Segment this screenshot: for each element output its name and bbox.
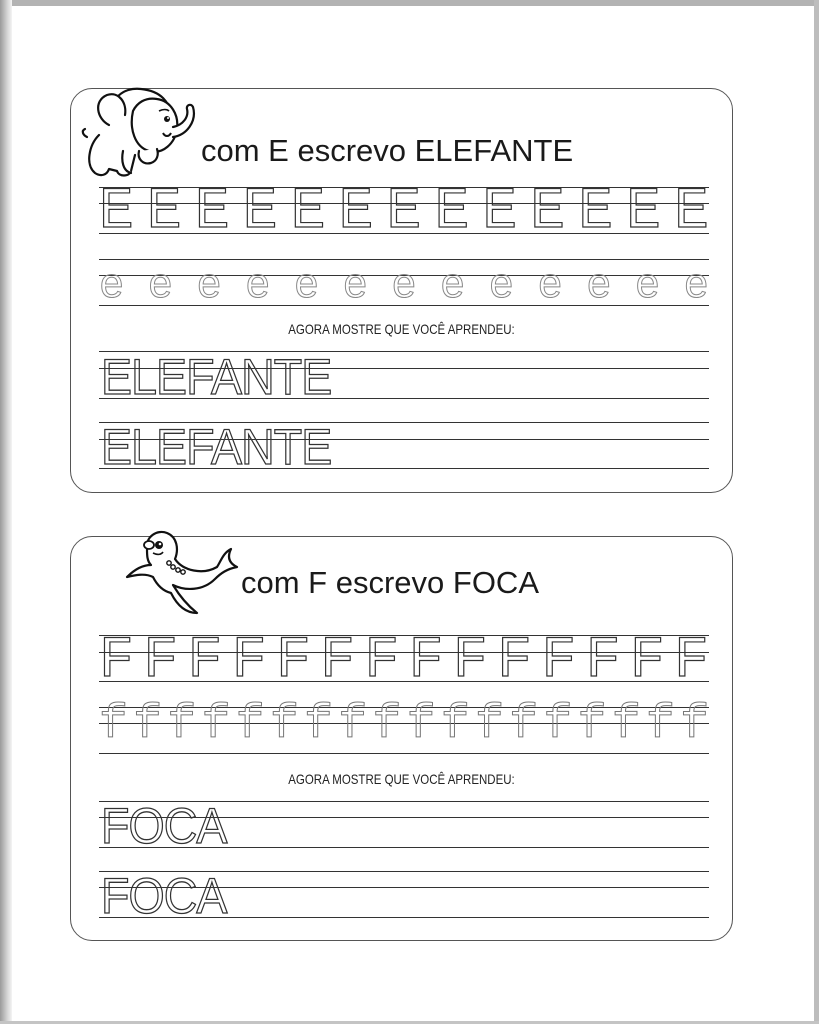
trace-letter[interactable]: f	[440, 698, 470, 752]
trace-letter[interactable]: f	[475, 698, 504, 752]
elephant-icon	[79, 85, 199, 183]
trace-letter[interactable]: f	[235, 698, 265, 752]
trace-letter[interactable]: F	[541, 629, 577, 694]
trace-letter[interactable]: e	[634, 262, 661, 310]
trace-letter[interactable]: f	[304, 698, 333, 752]
trace-letter[interactable]: E	[338, 180, 374, 245]
trace-letter[interactable]: f	[201, 698, 231, 752]
page-left-edge	[0, 0, 12, 1024]
instruction-text: AGORA MOSTRE QUE VOCÊ APRENDEU:	[288, 321, 515, 337]
trace-letter[interactable]: e	[391, 262, 417, 310]
trace-letter[interactable]: E	[434, 180, 470, 245]
trace-letter[interactable]: F	[585, 629, 621, 694]
trace-letter[interactable]: F	[99, 629, 134, 694]
section-title: com F escrevo FOCA	[241, 565, 539, 600]
trace-letter[interactable]: e	[488, 262, 514, 310]
trace-letter[interactable]: f	[406, 698, 436, 752]
trace-letter[interactable]: e	[245, 262, 271, 310]
lowercase-trace-row	[99, 262, 709, 310]
trace-letter[interactable]: F	[452, 629, 488, 694]
uppercase-trace-row	[99, 629, 709, 694]
trace-letter[interactable]: F	[497, 629, 532, 694]
trace-letter[interactable]: E	[386, 180, 422, 245]
trace-letter[interactable]: f	[133, 698, 162, 752]
trace-letter[interactable]: f	[167, 698, 197, 752]
trace-letter[interactable]: f	[269, 698, 299, 752]
trace-letter[interactable]: e	[586, 262, 612, 310]
trace-letter[interactable]: e	[342, 262, 368, 310]
practice-word[interactable]: ELEFANTE	[101, 349, 332, 405]
guide-line	[99, 753, 709, 754]
practice-word[interactable]: FOCA	[101, 868, 227, 924]
lowercase-trace-row	[99, 698, 709, 752]
trace-letter[interactable]: E	[99, 180, 134, 245]
page-top-edge	[0, 0, 819, 6]
trace-letter[interactable]: f	[577, 698, 607, 752]
instruction-text: AGORA MOSTRE QUE VOCÊ APRENDEU:	[288, 771, 515, 787]
trace-letter[interactable]: E	[290, 180, 326, 245]
trace-letter[interactable]: F	[629, 629, 665, 694]
trace-letter[interactable]: e	[683, 262, 709, 310]
trace-letter[interactable]: E	[674, 180, 709, 245]
seal-icon	[123, 529, 243, 621]
trace-letter[interactable]: e	[99, 262, 125, 310]
trace-letter[interactable]: F	[275, 629, 311, 694]
trace-letter[interactable]: E	[626, 180, 661, 245]
trace-letter[interactable]: f	[338, 698, 368, 752]
trace-letter[interactable]: F	[320, 629, 355, 694]
page-right-edge	[814, 0, 819, 1024]
seal-exercise-card	[70, 536, 733, 941]
trace-letter[interactable]: f	[611, 698, 641, 752]
trace-letter[interactable]: f	[509, 698, 539, 752]
trace-letter[interactable]: e	[147, 262, 173, 310]
elephant-exercise-card	[70, 88, 733, 493]
uppercase-trace-row	[99, 180, 709, 245]
trace-letter[interactable]: F	[408, 629, 444, 694]
trace-letter[interactable]: f	[646, 698, 675, 752]
trace-letter[interactable]: e	[293, 262, 320, 310]
trace-letter[interactable]: E	[530, 180, 566, 245]
trace-letter[interactable]: e	[196, 262, 222, 310]
trace-letter[interactable]: F	[674, 629, 709, 694]
trace-letter[interactable]: e	[440, 262, 466, 310]
trace-letter[interactable]: E	[146, 180, 182, 245]
trace-letter[interactable]: f	[372, 698, 402, 752]
trace-letter[interactable]: F	[143, 629, 179, 694]
practice-word[interactable]: FOCA	[101, 798, 227, 854]
section-title: com E escrevo ELEFANTE	[201, 133, 574, 168]
trace-letter[interactable]: F	[364, 629, 400, 694]
guide-line	[99, 259, 709, 260]
trace-letter[interactable]: F	[231, 629, 267, 694]
trace-letter[interactable]: f	[543, 698, 573, 752]
practice-word[interactable]: ELEFANTE	[101, 419, 332, 475]
trace-letter[interactable]: f	[680, 698, 709, 752]
trace-letter[interactable]: e	[537, 262, 563, 310]
trace-letter[interactable]: E	[578, 180, 614, 245]
trace-letter[interactable]: E	[194, 180, 230, 245]
trace-letter[interactable]: E	[242, 180, 278, 245]
trace-letter[interactable]: F	[187, 629, 223, 694]
trace-letter[interactable]: f	[99, 698, 128, 752]
trace-letter[interactable]: E	[482, 180, 518, 245]
